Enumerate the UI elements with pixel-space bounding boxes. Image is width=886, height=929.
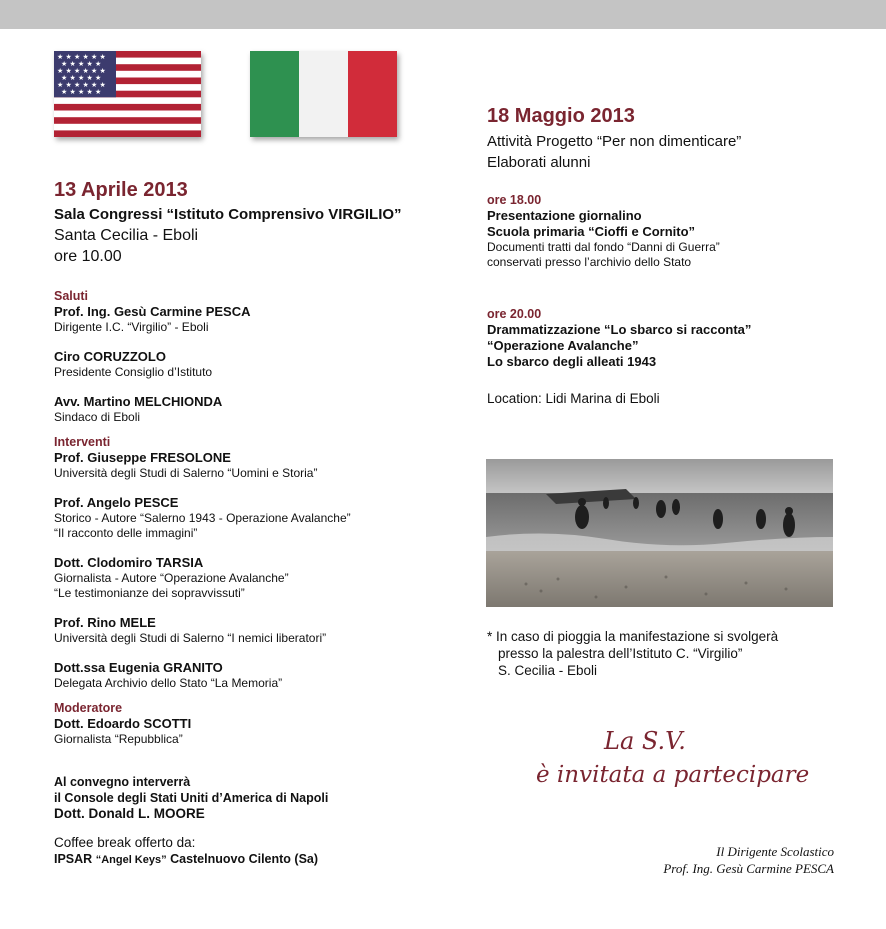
speaker-role: Delegata Archivio dello Stato “La Memoria” <box>54 676 283 690</box>
project-line: Attività Progetto “Per non dimenticare” <box>487 133 742 150</box>
rain-note-line: S. Cecilia - Eboli <box>498 663 598 678</box>
event-2 <box>487 307 847 370</box>
project-line-2: Elaborati alunni <box>487 154 591 171</box>
saluti-label: Saluti <box>54 289 89 303</box>
speaker-name: Dott. Clodomiro TARSIA <box>54 555 204 570</box>
consul-line: Al convegno interverrà <box>54 775 191 789</box>
moderator-name: Dott. Edoardo SCOTTI <box>54 716 192 731</box>
speaker <box>54 615 434 646</box>
speaker-role: Giornalista - Autore “Operazione Avalanche” <box>54 571 289 585</box>
coffee-sponsor <box>54 851 434 868</box>
venue-city: Santa Cecilia - Eboli <box>54 227 199 244</box>
speaker-role: Università degli Studi di Salerno “Uomini e Storia” <box>54 466 318 480</box>
speaker-role: Dirigente I.C. “Virgilio” - Eboli <box>54 320 209 334</box>
consul-block <box>54 774 434 822</box>
svg-text:★ ★ ★ ★ ★: ★ ★ ★ ★ ★ <box>61 74 102 82</box>
saluti-section <box>54 289 434 425</box>
sponsor-name: IPSAR <box>54 852 93 866</box>
speaker-role: Università degli Studi di Salerno “I nemici liberatori” <box>54 631 327 645</box>
speaker <box>54 555 434 601</box>
event-1-desc: Documenti tratti dal fondo “Danni di Guerra” <box>487 240 720 254</box>
moderatore-section <box>54 701 434 747</box>
speaker-name: Avv. Martino MELCHIONDA <box>54 394 223 409</box>
landing-photo <box>486 459 833 607</box>
speaker-role-2: “Le testimonianze dei sopravvissuti” <box>54 586 245 600</box>
consul-name: Dott. Donald L. MOORE <box>54 806 205 821</box>
interventi-section <box>54 435 434 691</box>
event-1-subtitle: Scuola primaria “Cioffi e Cornito” <box>487 224 696 239</box>
coffee-block <box>54 834 434 868</box>
moderator-role: Giornalista “Repubblica” <box>54 732 183 746</box>
location-text: Location: Lidi Marina di Eboli <box>487 391 660 406</box>
svg-text:★ ★ ★ ★ ★: ★ ★ ★ ★ ★ <box>61 60 102 68</box>
coffee-line: Coffee break offerto da: <box>54 835 196 850</box>
svg-text:★ ★ ★ ★ ★ ★: ★ ★ ★ ★ ★ ★ <box>57 53 106 61</box>
speaker-name: Ciro CORUZZOLO <box>54 349 166 364</box>
event-2-time: ore 20.00 <box>487 307 542 321</box>
event-2-title: Drammatizzazione “Lo sbarco si racconta” <box>487 322 752 337</box>
speaker <box>54 495 434 541</box>
event-1-desc-2: conservati presso l’archivio dello Stato <box>487 255 692 269</box>
speaker-role: Presidente Consiglio d’Istituto <box>54 365 213 379</box>
event-1-title: Presentazione giornalino <box>487 208 642 223</box>
rain-note-line: presso la palestra dell’Istituto C. “Virgilio” <box>498 646 743 661</box>
speaker-role: Storico - Autore “Salerno 1943 - Operazione Avalanche” <box>54 511 351 525</box>
speaker-name: Prof. Ing. Gesù Carmine PESCA <box>54 304 251 319</box>
event-date-april: 13 Aprile 2013 <box>54 179 188 201</box>
invite-line-1: La S.V. <box>604 727 686 755</box>
consul-line: il Console degli Stati Uniti d’America di Napoli <box>54 791 329 805</box>
left-column <box>54 178 434 868</box>
signature-name: Prof. Ing. Gesù Carmine PESCA <box>663 861 834 876</box>
rain-note <box>487 628 847 679</box>
event-date-may: 18 Maggio 2013 <box>487 105 635 127</box>
event-1-time: ore 18.00 <box>487 193 542 207</box>
speaker <box>54 394 434 425</box>
speaker-role-2: “Il racconto delle immagini” <box>54 526 198 540</box>
speaker-name: Prof. Rino MELE <box>54 615 156 630</box>
event-1 <box>487 193 847 270</box>
moderatore-label: Moderatore <box>54 701 123 715</box>
invite-line-2: è invitata a partecipare <box>536 762 810 788</box>
sponsor-location: Castelnuovo Cilento (Sa) <box>170 852 319 866</box>
speaker-role: Sindaco di Eboli <box>54 410 141 424</box>
signature-title: Il Dirigente Scolastico <box>716 844 834 859</box>
venue-name: Sala Congressi “Istituto Comprensivo VIRGILIO” <box>54 206 402 223</box>
svg-text:★ ★ ★ ★ ★ ★: ★ ★ ★ ★ ★ ★ <box>57 81 106 89</box>
venue-time: ore 10.00 <box>54 248 122 265</box>
speaker <box>54 660 434 691</box>
speaker <box>54 349 434 380</box>
speaker-name: Prof. Giuseppe FRESOLONE <box>54 450 231 465</box>
sponsor-quote: “Angel Keys” <box>95 854 167 866</box>
event-2-subtitle-2: Lo sbarco degli alleati 1943 <box>487 354 657 369</box>
event-2-subtitle: “Operazione Avalanche” <box>487 338 639 353</box>
rain-note-line: * In caso di pioggia la manifestazione si svolgerà <box>487 629 779 644</box>
signature-block <box>663 843 834 877</box>
italy-flag-icon <box>250 51 397 137</box>
svg-text:★ ★ ★ ★ ★ ★: ★ ★ ★ ★ ★ ★ <box>57 67 106 75</box>
speaker <box>54 304 434 335</box>
svg-text:★ ★ ★ ★ ★: ★ ★ ★ ★ ★ <box>61 88 102 96</box>
right-column <box>487 104 847 407</box>
speaker-name: Dott.ssa Eugenia GRANITO <box>54 660 223 675</box>
speaker-name: Prof. Angelo PESCE <box>54 495 179 510</box>
speaker <box>54 450 434 481</box>
interventi-label: Interventi <box>54 435 111 449</box>
top-bar <box>0 0 886 29</box>
us-flag-icon <box>54 51 201 137</box>
venue-block <box>54 204 434 267</box>
